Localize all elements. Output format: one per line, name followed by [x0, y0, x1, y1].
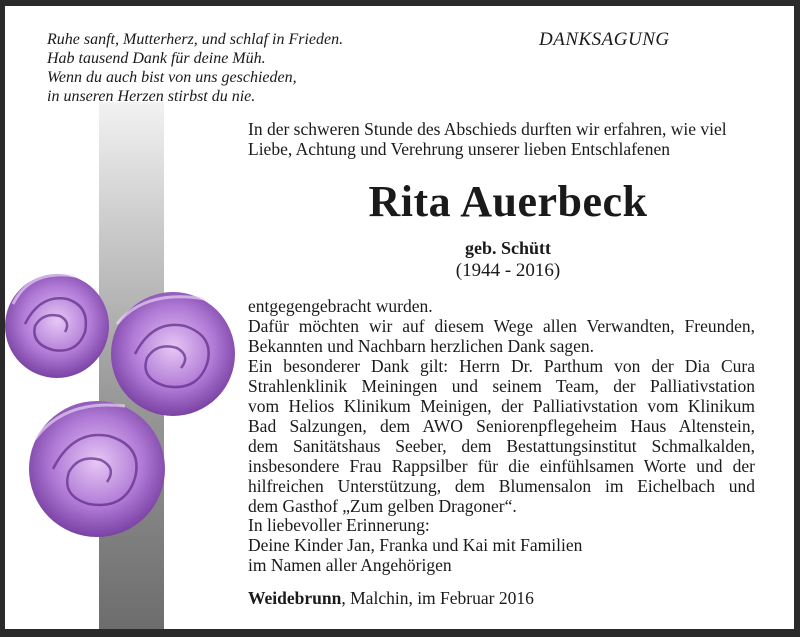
body-line: entgegengebracht wurden. — [248, 296, 433, 316]
poem-line: Wenn du auch bist von uns geschieden, — [47, 69, 297, 86]
closing-line: In liebevoller Erinnerung: — [248, 515, 430, 535]
body-line: Ein besonderer Dank gilt: Herrn Dr. Parthum von der Dia Cura — [248, 356, 755, 376]
body-line: Strahlenklinik Meiningen und seinem Team, der Palliativstation — [248, 376, 755, 396]
obituary-card — [5, 6, 794, 629]
body-line: Bekannten und Nachbarn herzlichen Dank sagen. — [248, 336, 594, 356]
intro-line: In der schweren Stunde des Abschieds durften wir erfahren, wie viel — [248, 119, 727, 139]
thanks-text — [248, 296, 755, 516]
poem-line: in unseren Herzen stirbst du nie. — [47, 88, 256, 105]
intro-text — [248, 119, 768, 159]
rose-top-left — [5, 274, 109, 378]
rose-bottom — [29, 401, 165, 537]
body-line: hilfreichen Unterstützung, dem Blumensalon im Eichelbach und — [248, 476, 755, 496]
closing-line: Deine Kinder Jan, Franka und Kai mit Familien — [248, 535, 583, 555]
heading: DANKSAGUNG — [539, 29, 670, 50]
purple-roses-icon — [5, 264, 245, 554]
poem — [47, 30, 343, 106]
closing-text — [248, 515, 582, 575]
place-date — [248, 588, 534, 609]
life-years: (1944 - 2016) — [455, 260, 561, 281]
deceased-name: Rita Auerbeck — [368, 177, 648, 226]
body-line: Bad Salzungen, dem AWO Seniorenpflegeheim Haus Altenstein, — [248, 416, 755, 436]
place-town: Weidebrunn — [248, 588, 342, 608]
rose-top-right — [111, 292, 235, 416]
body-line: dem Sanitätshaus Seeber, dem Bestattungsinstitut Schmalkalden, — [248, 436, 755, 456]
body-line: insbesondere Frau Rappsilber für die einfühlsamen Worte und der — [248, 456, 755, 476]
body-line: dem Gasthof „Zum gelben Dragoner“. — [248, 496, 517, 516]
body-line: vom Helios Klinikum Meinigen, der Palliativstation vom Klinikum — [248, 396, 755, 416]
body-line: Dafür möchten wir auf diesem Wege allen Verwandten, Freunden, — [248, 316, 755, 336]
maiden-name: geb. Schütt — [464, 238, 551, 258]
poem-line: Ruhe sanft, Mutterherz, und schlaf in Frieden. — [47, 31, 344, 48]
poem-line: Hab tausend Dank für deine Müh. — [47, 50, 266, 67]
place-rest: , Malchin, im Februar 2016 — [341, 588, 534, 608]
closing-line: im Namen aller Angehörigen — [248, 555, 452, 575]
intro-line: Liebe, Achtung und Verehrung unserer lieben Entschlafenen — [248, 139, 670, 159]
